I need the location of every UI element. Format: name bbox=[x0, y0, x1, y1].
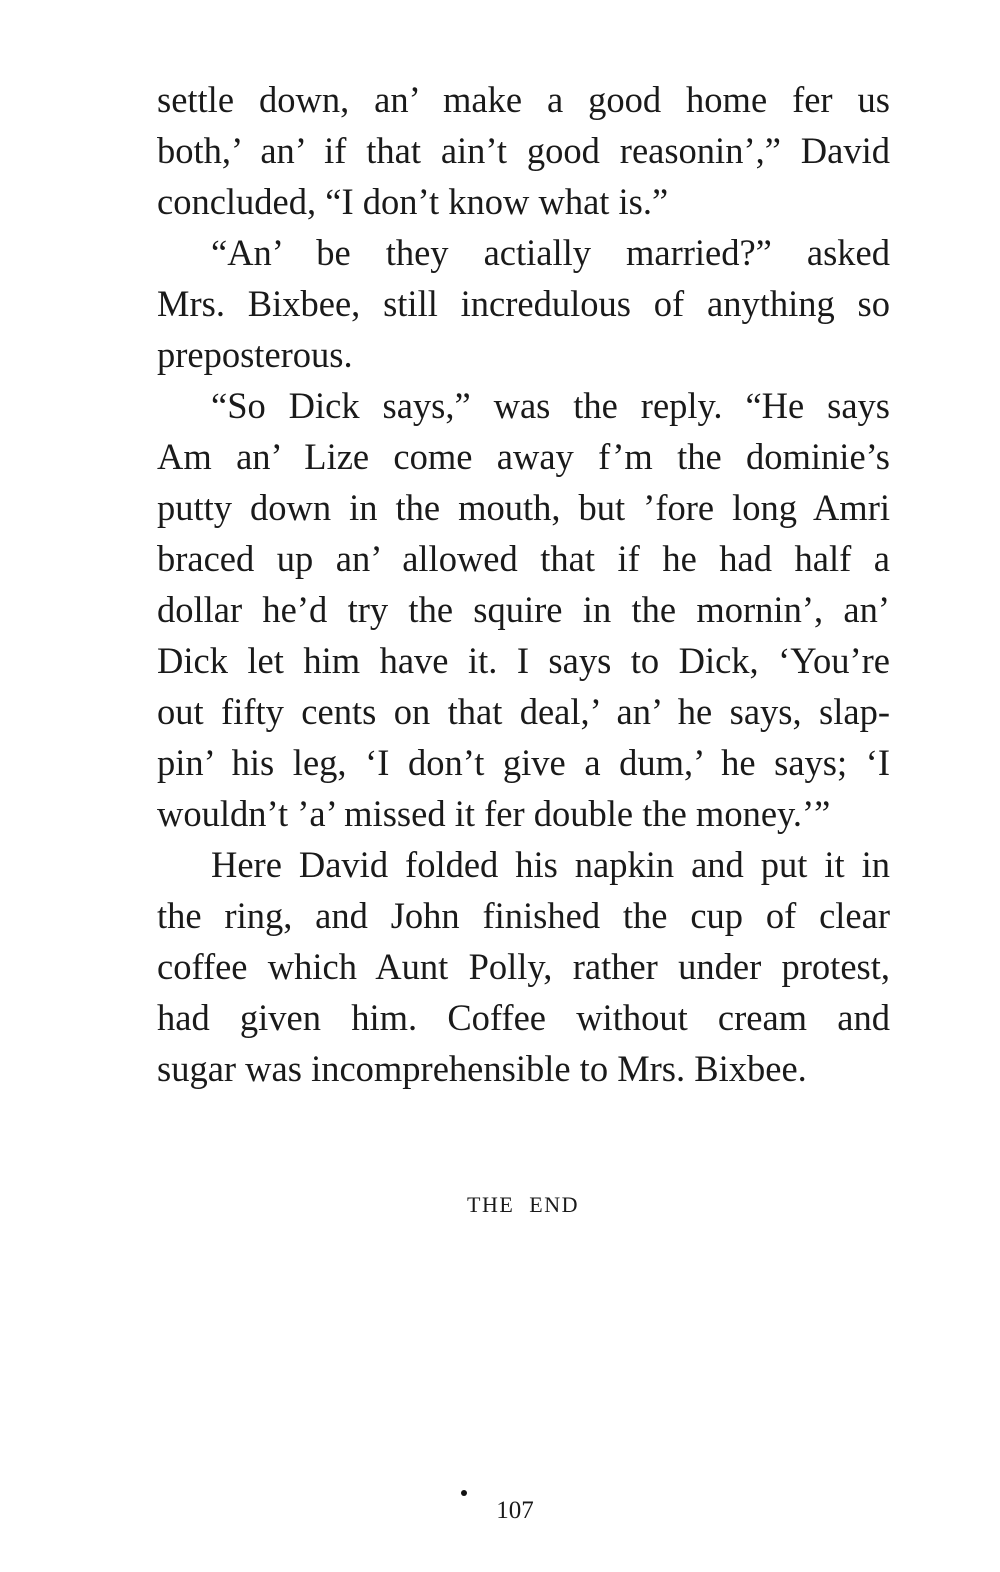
text-line: wouldn’t ’a’ missed it fer double the money.’” bbox=[157, 793, 831, 834]
text-line: Here David folded his napkin and put it in bbox=[211, 844, 890, 885]
text-line: concluded, “I don’t know what is.” bbox=[157, 181, 669, 222]
text-line: Am an’ Lize come away f’m the dominie’s bbox=[157, 436, 890, 477]
text-line: “So Dick says,” was the reply. “He says bbox=[211, 385, 890, 426]
text-line: dollar he’d try the squire in the mornin’, an’ bbox=[157, 589, 890, 630]
text-line: pin’ his leg, ‘I don’t give a dum,’ he says; ‘I bbox=[157, 742, 890, 783]
paragraph-2 bbox=[157, 227, 890, 380]
text-line: putty down in the mouth, but ’fore long Amri bbox=[157, 487, 890, 528]
text-line: both,’ an’ if that ain’t good reasonin’,” David bbox=[157, 130, 890, 171]
text-line: Mrs. Bixbee, still incredulous of anything so bbox=[157, 283, 890, 324]
page-number: 107 bbox=[496, 1497, 534, 1524]
paragraph-4 bbox=[157, 839, 890, 1094]
text-line: coffee which Aunt Polly, rather under protest, bbox=[157, 946, 890, 987]
text-line: Dick let him have it. I says to Dick, ‘You’re bbox=[157, 640, 890, 681]
text-line: settle down, an’ make a good home fer us bbox=[157, 79, 890, 120]
paragraph-3 bbox=[157, 380, 890, 839]
text-line: preposterous. bbox=[157, 334, 353, 375]
end-mark: THE END bbox=[467, 1192, 579, 1217]
text-line: “An’ be they actially married?” asked bbox=[211, 232, 890, 273]
text-line: sugar was incomprehensible to Mrs. Bixbee. bbox=[157, 1048, 807, 1089]
ink-speck-icon bbox=[461, 1490, 467, 1496]
text-line: the ring, and John finished the cup of clear bbox=[157, 895, 890, 936]
text-line: braced up an’ allowed that if he had half a bbox=[157, 538, 890, 579]
text-line: had given him. Coffee without cream and bbox=[157, 997, 890, 1038]
text-line: out fifty cents on that deal,’ an’ he says, slap- bbox=[157, 691, 890, 732]
paragraph-1 bbox=[157, 74, 890, 227]
body-text bbox=[157, 74, 890, 1094]
